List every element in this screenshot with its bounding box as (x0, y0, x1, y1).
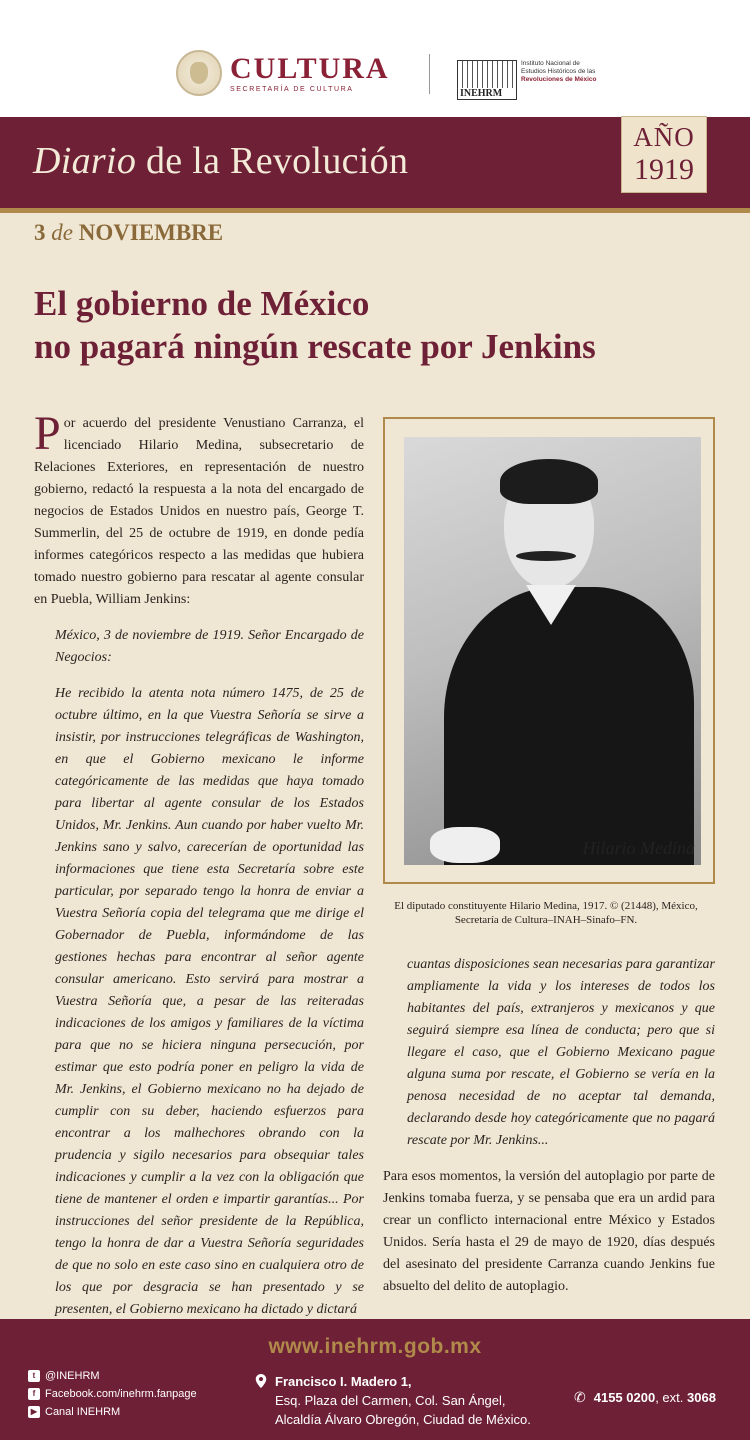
logo-divider (429, 54, 430, 94)
address-line-2: Esq. Plaza del Carmen, Col. San Ángel, (275, 1393, 506, 1408)
youtube-icon: ▶ (28, 1406, 40, 1418)
footer (0, 1319, 750, 1440)
social-links (28, 1367, 197, 1421)
portrait-photo (404, 437, 701, 865)
photo-frame (383, 417, 715, 884)
year-label: AÑO (633, 122, 695, 152)
intro-paragraph: Por acuerdo del presidente Venustiano Carranza, el licenciado Hilario Medina, subsecretario de Relaciones Exteriores, en representación de nuestro gobierno, redactó la respuesta a la nota del encargado de negocios de Estados Unidos en nuestro país, George T. Summerlin, del 25 de octubre de 1919, en donde pedía informes categóricos respecto a las medidas que hubiera tomado nuestro gobierno para rescatar al agente consular en Puebla, William Jenkins: (34, 407, 364, 607)
series-title: Diario de la Revolución (33, 140, 409, 182)
facebook-icon: f (28, 1388, 40, 1400)
year-badge (621, 116, 707, 193)
article-date: 3 de NOVIEMBRE (34, 220, 224, 245)
address-line-3: Alcaldía Álvaro Obregón, Ciudad de México. (275, 1412, 531, 1427)
inehrm-wordmark: INEHRM (457, 87, 517, 100)
building-icon (457, 60, 517, 88)
location-pin-icon (255, 1374, 267, 1388)
article-left-column (34, 407, 364, 1321)
header-gold-rule (0, 208, 750, 213)
inehrm-fullname: Instituto Nacional de Estudios Históricos de las Revoluciones de México (521, 60, 597, 83)
cultura-subtitle: SECRETARÍA DE CULTURA (230, 85, 354, 93)
closing-paragraph: Para esos momentos, la versión del autoplagio por parte de Jenkins tomaba fuerza, y se pensaba que era un ardid para crear un conflicto internacional entre México y Estados Unidos. Sería hasta el 29 de mayo de 1920, días después del asesinato del presidente Carranza cuando Jenkins fue absuelto del delito de autoplagio. (383, 1169, 715, 1294)
quote-body-left: He recibido la atenta nota número 1475, de 25 de octubre último, en la que Vuestra Señoría se sirve a insistir, por instrucciones telegráficas de Washington, en que el Gobierno mexicano le informe categóricamente de las medidas que haya tomado para libertar al agente consular de los Estados Unidos, Mr. Jenkins. Aun cuando por haber vuelto Mr. Jenkins sano y salvo, carecerían de oportunidad las informaciones que tiene esta Secretaría sobre este particular, por separado tengo la honra de enviar a Vuestra Señoría copia del telegrama que me dirige el Gobernador de Puebla, informándome de las gestiones hechas para encontrar al señor agente consular americano. Esto servirá para mostrar a Vuestra Señoría que, a pesar de las reiteradas indicaciones de los amigos y familiares de la víctima para que no se hiciera ninguna persecución, por estimar que esto podría poner en peligro la vida de Mr. Jenkins, el Gobierno mexicano no ha dejado de cumplir con su deber, haciendo esfuerzos para encontrar a los malhechores obrando con la prudencia y sigilo necesarios para obsequiar tales indicaciones y cumplir a la vez con la obligación que tiene de mantener el orden e impartir garantías... Por instrucciones del señor presidente de la República, tengo la honra de dar a Vuestra Señoría seguridades de que no solo en este caso sino en cualquiera otro de los que por desgracia se han presentado y se presenten, el Gobierno mexicano ha dictado y dictará (55, 686, 364, 1317)
facebook-link[interactable]: f Facebook.com/inehrm.fanpage (28, 1385, 197, 1403)
top-logo-bar (0, 0, 750, 117)
inehrm-logo (457, 60, 597, 100)
photo-signature: Hilario Medina (582, 838, 695, 858)
headline-line-1: El gobierno de México (34, 284, 370, 323)
year-value: 1919 (634, 153, 694, 186)
headline (34, 282, 734, 368)
quote-opening: México, 3 de noviembre de 1919. Señor Encargado de Negocios: (55, 628, 364, 665)
twitter-icon: t (28, 1370, 40, 1382)
phone-icon: ✆ (574, 1389, 586, 1405)
drop-cap: P (34, 407, 61, 460)
address (258, 1372, 531, 1429)
address-street: Francisco I. Madero 1, (275, 1374, 412, 1389)
youtube-link[interactable]: ▶ Canal INEHRM (28, 1403, 197, 1421)
phone-number[interactable]: ✆ 4155 0200 , ext. 3068 (574, 1389, 716, 1405)
national-seal-icon (176, 50, 222, 96)
quote-body-right: cuantas disposiciones sean necesarias para garantizar ampliamente la vida y los intereses de todos los habitantes del país, extranjeros y mexicanos y que seguirá siempre esa línea de conducta; pero que si llegare el caso, que el Gobierno Mexicano pague alguna suma por rescate, el Gobierno se vería en la penosa necesidad de no aceptar tal demanda, declarando desde hoy categóricamente que no pagará rescate por Mr. Jenkins... (407, 957, 715, 1148)
twitter-link[interactable]: t @INEHRM (28, 1367, 197, 1385)
cultura-wordmark: CULTURA (230, 51, 390, 85)
website-link[interactable]: www.inehrm.gob.mx (268, 1335, 482, 1358)
headline-line-2: no pagará ningún rescate por Jenkins (34, 327, 596, 366)
photo-caption: El diputado constituyente Hilario Medina, 1917. © (21448), México, Secretaría de Cultura–INAH–Sinafo–FN. (394, 900, 698, 926)
cultura-logo (176, 50, 390, 96)
